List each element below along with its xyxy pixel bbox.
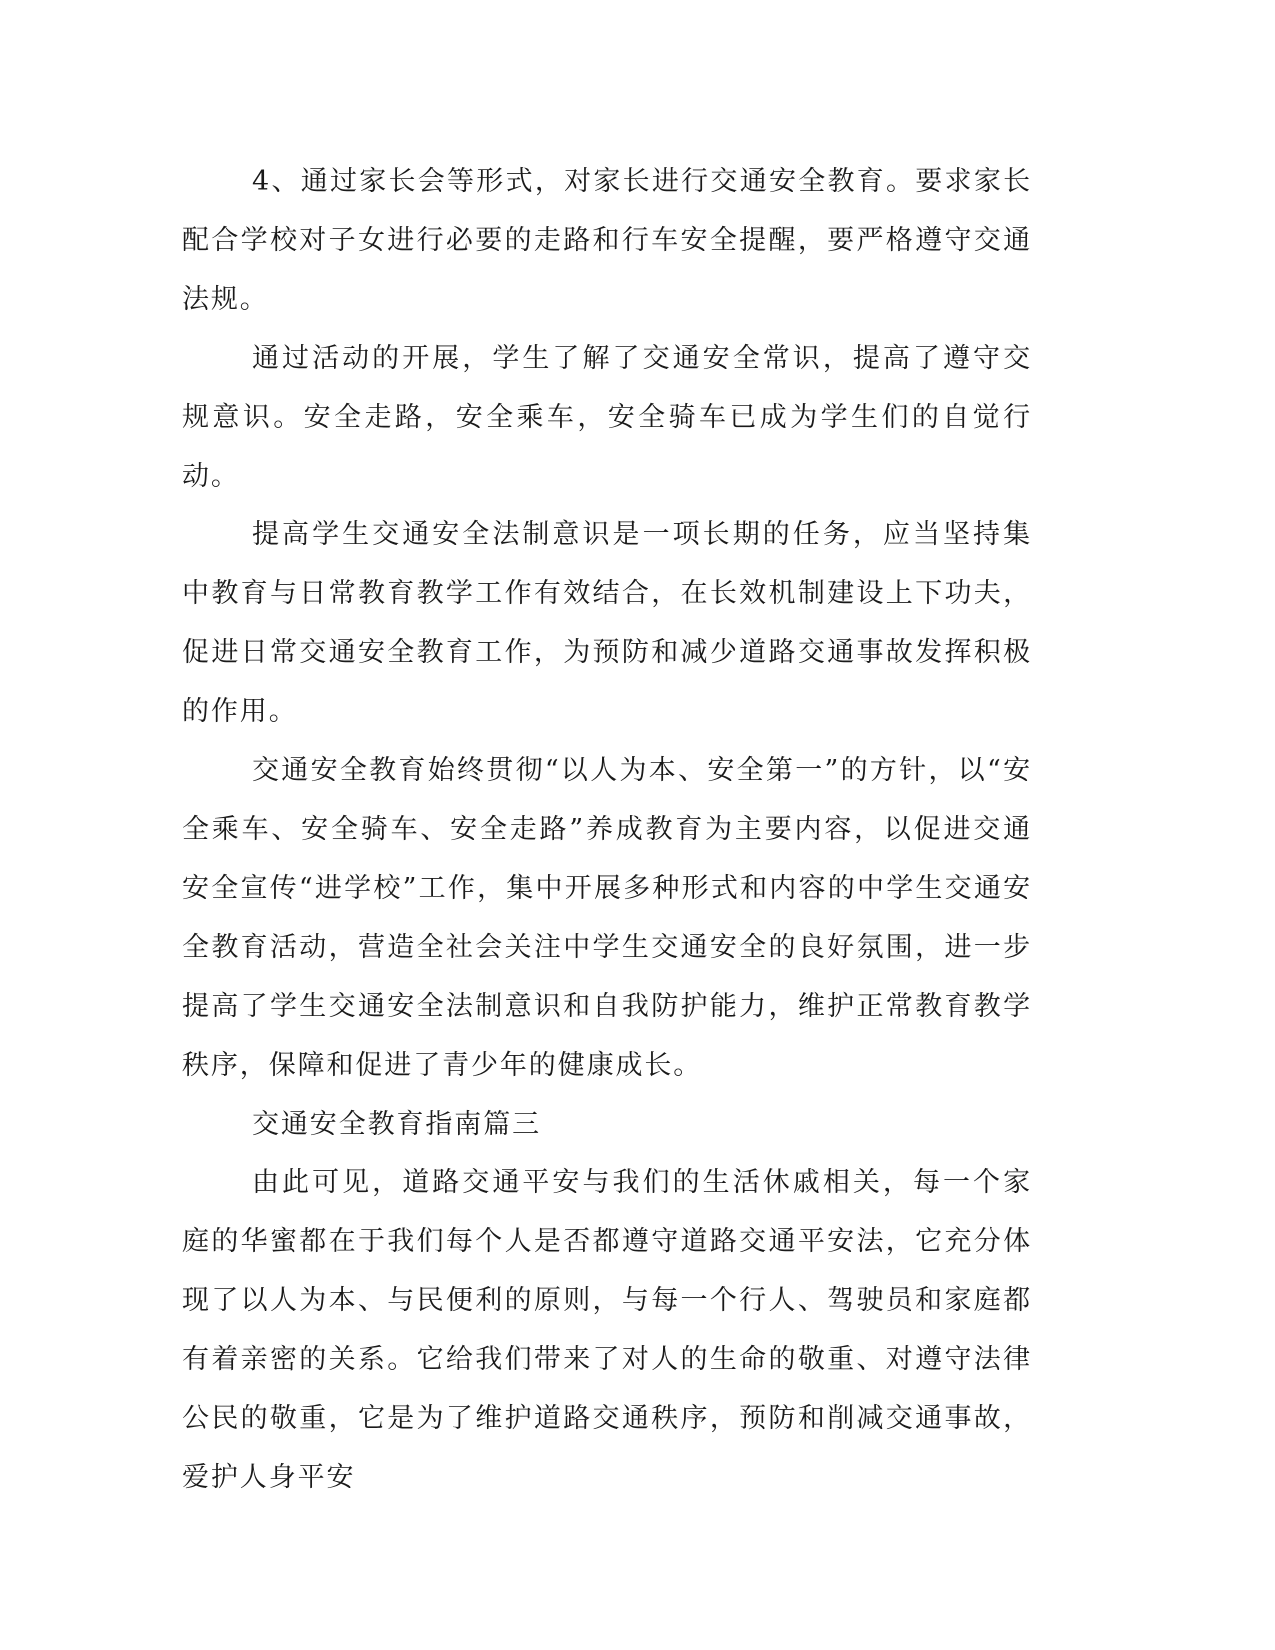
section-heading: 交通安全教育指南篇三 [252,1108,541,1140]
paragraph-parent-meeting: 4、通过家长会等形式，对家长进行交通安全教育。要求家长配合学校对子女进行必要的走路和行车安全提醒，要严格遵守交通法规。 [182,166,1032,315]
paragraph-education-policy: 交通安全教育始终贯彻“以人为本、安全第一”的方针，以“安全乘车、安全骑车、安全走路”养成教育为主要内容，以促进交通安全宣传“进学校”工作，集中开展多种形式和内容的中学生交通安全教育活动，营造全社会关注中学生交通安全的良好氛围，进一步提高了学生交通安全法制意识和自我防护能力，维护正常教育教学秩序，保障和促进了青少年的健康成长。 [182,755,1032,1081]
document-body [182,153,1032,1508]
paragraph-activity-results: 通过活动的开展，学生了解了交通安全常识，提高了遵守交规意识。安全走路，安全乘车，安全骑车已成为学生们的自觉行动。 [182,342,1032,492]
paragraph-long-term-task: 提高学生交通安全法制意识是一项长期的任务，应当坚持集中教育与日常教育教学工作有效结合，在长效机制建设上下功夫，促进日常交通安全教育工作，为预防和减少道路交通事故发挥积极的作用。 [182,519,1032,728]
paragraph-road-safety: 由此可见，道路交通平安与我们的生活休戚相关，每一个家庭的华蜜都在于我们每个人是否都遵守道路交通平安法，它充分体现了以人为本、与民便利的原则，与每一个行人、驾驶员和家庭都有着亲密的关系。它给我们带来了对人的生命的敬重、对遵守法律公民的敬重，它是为了维护道路交通秩序，预防和削减交通事故，爱护人身平安 [182,1167,1032,1493]
